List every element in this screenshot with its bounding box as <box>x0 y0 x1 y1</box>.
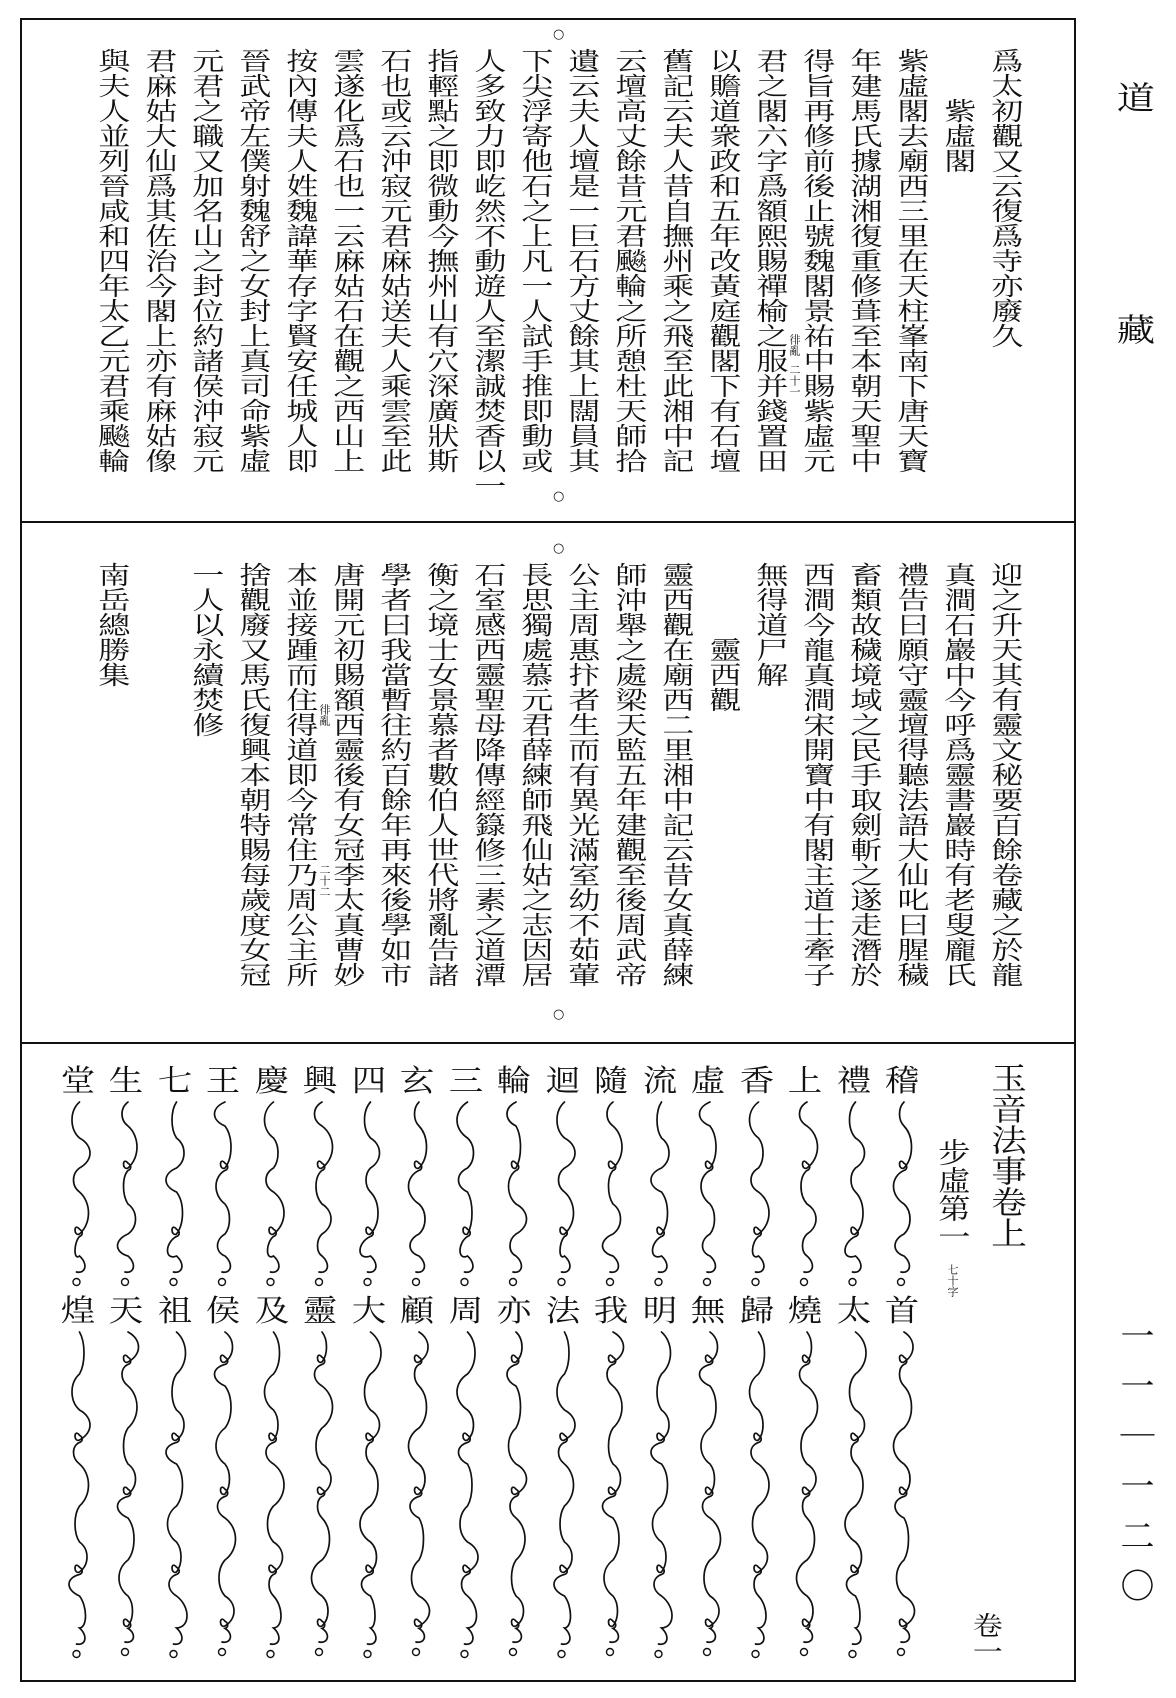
text-column: 石也或云沖寂元君麻姑送夫人乘雲至此 <box>375 48 414 473</box>
hymn-character: 燒 <box>787 1294 823 1329</box>
text-column: 晉武帝左僕射魏舒之女封上真司命紫虛 <box>234 48 273 473</box>
interlinear-note: 徘亂 <box>318 704 331 726</box>
hymn-character: 慶 <box>254 1064 289 1099</box>
circle-mark: ○ <box>553 489 565 504</box>
section-heading: 紫虛閣 <box>939 98 978 173</box>
circle-mark: ○ <box>553 541 565 556</box>
text-column: 按內傳夫人姓魏諱華存字賢安任城人即 <box>281 48 320 473</box>
text-column: 本並接踵而住得道即今常住乃周公主所 <box>281 562 320 987</box>
hymn-character: 歸 <box>739 1294 774 1329</box>
circle-mark: ○ <box>553 1007 565 1022</box>
scripture-title: 玉音法事卷上 <box>984 1062 1026 1248</box>
hymn-character: 首 <box>884 1294 920 1329</box>
text-column: 長思獨處慕元君薛練師飛仙姑之志因居 <box>516 562 555 987</box>
canon-label-top: 道 <box>1116 79 1156 117</box>
text-column: 君麻姑大仙爲其佐治今閣上亦有麻姑像 <box>140 48 179 473</box>
hymn-character: 生 <box>108 1064 144 1099</box>
page-number: 一一｜一二〇 <box>1114 1318 1154 1618</box>
hymn-character: 王 <box>205 1064 241 1099</box>
line-count-note: 二十一 <box>788 364 801 397</box>
hymn-character: 禮 <box>836 1064 871 1099</box>
hymn-character: 祖 <box>157 1294 192 1329</box>
text-column: 石室感西靈聖母降傳經籙修三素之道潭 <box>469 562 508 987</box>
hymn-character: 大 <box>351 1294 386 1329</box>
hymn-character: 七 <box>157 1064 192 1099</box>
text-column: 無得道尸解 <box>751 562 790 687</box>
section-heading: 靈西觀 <box>704 637 743 712</box>
hymn-character: 稽 <box>884 1064 920 1099</box>
text-column: 真澗石巖中今呼爲靈書巖時有老叟龐氏 <box>939 562 978 987</box>
text-column: 衡之境士女景慕者數伯人世代將亂告諸 <box>422 562 461 987</box>
hymn-character: 太 <box>836 1294 871 1329</box>
interlinear-note: 徘亂 <box>788 334 801 356</box>
text-column: 舊記云夫人昔自撫州乘之飛至此湘中記 <box>657 48 696 473</box>
text-panel-middle <box>89 562 1029 1022</box>
hymn-section-title: 步虛第一 <box>933 1138 972 1250</box>
text-column: 元君之職又加名山之封位約諸侯沖寂元 <box>187 48 226 473</box>
text-column: 禮告曰願守靈壇得聽法語大仙叱曰腥穢 <box>892 562 931 987</box>
text-column: 唐開元初賜額西靈後有女冠李太真曹妙 <box>328 562 367 987</box>
hymn-character: 明 <box>642 1294 677 1329</box>
hymn-length-note: 七十字 <box>946 1264 959 1297</box>
text-column: 人多致力即屹然不動遊人至潔誠焚香以一 <box>469 48 508 498</box>
text-column: 云壇高丈餘昔元君飈輪之所憩杜天師拾 <box>610 48 649 473</box>
text-column: 公主周惠抃者生而有異光滿室幼不茹葷 <box>563 562 602 987</box>
text-column: 與夫人並列晉咸和四年太乙元君乘飈輪 <box>93 48 132 473</box>
panel-divider <box>20 521 1076 523</box>
hymn-character: 周 <box>448 1294 483 1329</box>
hymn-character: 侯 <box>205 1294 241 1329</box>
hymn-character: 及 <box>254 1294 289 1329</box>
text-column: 畜類故穢境域之民手取劍斬之遂走潛於 <box>845 562 884 987</box>
text-column: 爲太初觀又云復爲寺亦廢久 <box>986 48 1025 348</box>
text-column: 年建馬氏據湖湘復重修葺至本朝天聖中 <box>845 48 884 473</box>
hymn-character: 流 <box>642 1064 677 1099</box>
text-column: 指輕點之即微動今撫州山有穴深廣狀斯 <box>422 48 461 473</box>
hymn-character: 玄 <box>399 1064 435 1099</box>
hymn-character: 堂 <box>60 1064 95 1099</box>
panel-divider <box>20 1042 1076 1044</box>
hymn-character: 輪 <box>496 1064 532 1099</box>
book-title: 南岳總勝集 <box>93 562 132 687</box>
text-column: 一人以永續焚修 <box>187 562 226 737</box>
text-column: 靈西觀在廟西二里湘中記云昔女真薛練 <box>657 562 696 987</box>
text-column: 雲遂化爲石也一云麻姑石在觀之西山上 <box>328 48 367 473</box>
text-panel-top <box>89 48 1029 508</box>
text-column: 西澗今龍真澗宋開寶中有閣主道士牽子 <box>798 562 837 987</box>
fascicle-mark: 卷一 <box>967 1612 1003 1664</box>
line-count-note: 二十二 <box>318 864 331 897</box>
text-column: 下尖浮寄他石之上凡一人試手推即動或 <box>516 48 555 473</box>
hymn-character: 顧 <box>399 1294 435 1329</box>
hymn-character: 迴 <box>545 1064 580 1099</box>
text-column: 紫虛閣去廟西三里在天柱峯南下唐天寶 <box>892 48 931 473</box>
hymn-character: 興 <box>302 1064 338 1099</box>
hymn-character: 天 <box>108 1294 144 1329</box>
hymn-character: 香 <box>739 1064 774 1099</box>
hymn-character: 三 <box>448 1064 483 1099</box>
canon-label-bottom: 藏 <box>1116 311 1156 349</box>
text-column: 學者曰我當暫往約百餘年再來後學如市 <box>375 562 414 987</box>
hymn-character: 上 <box>787 1064 823 1099</box>
hymn-character: 我 <box>593 1294 629 1329</box>
text-column: 師沖舉之處梁天監五年建觀至後周武帝 <box>610 562 649 987</box>
hymn-character: 靈 <box>302 1294 338 1329</box>
circle-mark: ○ <box>553 27 565 42</box>
text-column: 迎之升天其有靈文秘要百餘卷藏之於龍 <box>986 562 1025 987</box>
hymn-character: 虛 <box>690 1064 726 1099</box>
text-column: 得旨再修前後止號魏閣景祐中賜紫虛元 <box>798 48 837 473</box>
text-column: 捨觀廢又馬氏復興本朝特賜每歲度女冠 <box>234 562 273 987</box>
hymn-character: 法 <box>545 1294 580 1329</box>
hymn-character: 四 <box>351 1064 386 1099</box>
text-column: 以贍道衆政和五年改黃庭觀閣下有石壇 <box>704 48 743 473</box>
text-column: 遺云夫人壇是一巨石方丈餘其上闊員其 <box>563 48 602 473</box>
hymn-character: 亦 <box>496 1294 532 1329</box>
hymn-character: 煌 <box>60 1294 95 1329</box>
text-column: 君之閣六字爲額熙賜禪榆之服并錢置田 <box>751 48 790 473</box>
hymn-character: 無 <box>690 1294 726 1329</box>
hymn-character: 隨 <box>593 1064 629 1099</box>
